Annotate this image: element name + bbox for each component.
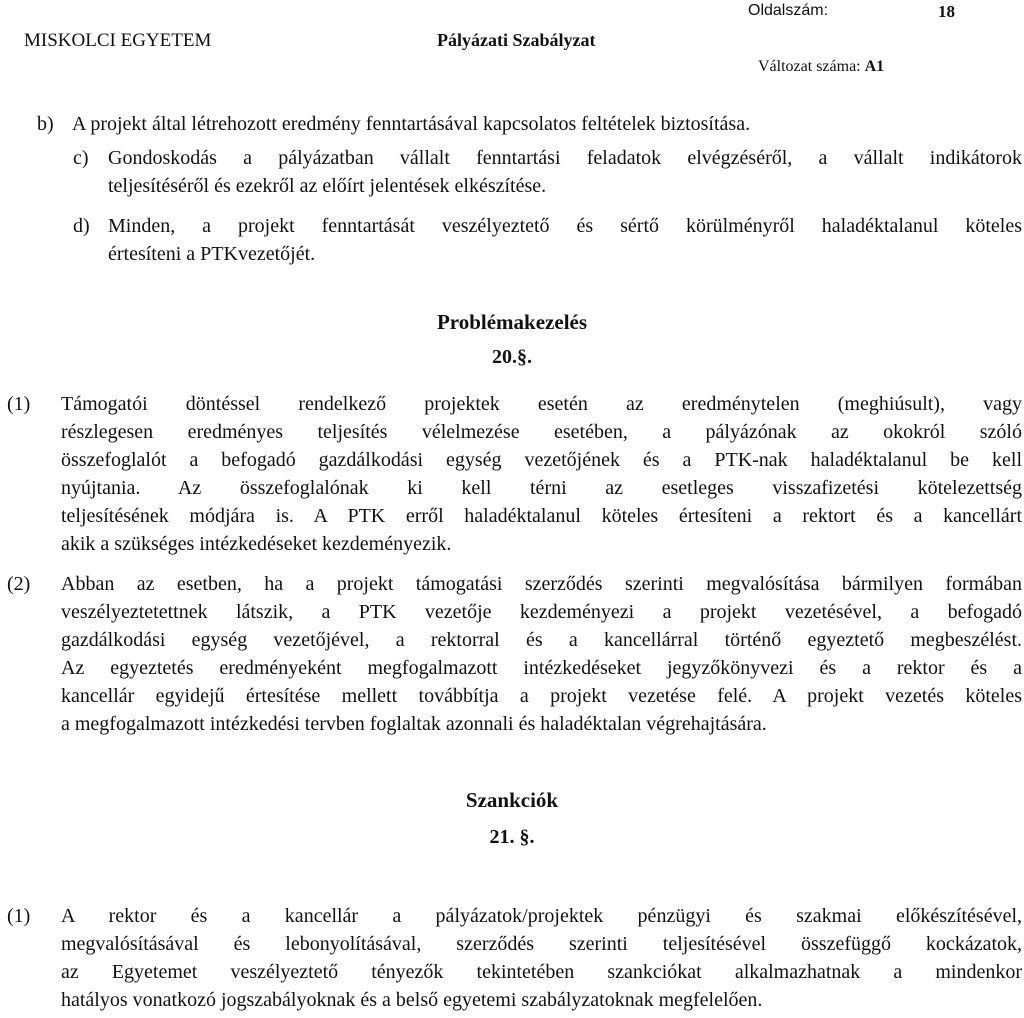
paragraph-line: Az egyeztetés eredményeként megfogalmazott intézkedéseket jegyzőkönyvezi és a rektor és a <box>61 657 1022 679</box>
section-heading: Problémakezelés <box>436 310 588 334</box>
header-document-title: Pályázati Szabályzat <box>437 30 596 50</box>
paragraph-20-1 <box>7 390 1022 558</box>
header-version-label: Változat száma: <box>758 58 861 75</box>
header-version <box>758 58 884 76</box>
header-page-number: 18 <box>938 2 955 21</box>
list-item-marker: d) <box>73 215 90 237</box>
paragraph-line: a megfogalmazott intézkedési tervben foglaltak azonnali és haladéktalan végrehajtására. <box>61 713 767 735</box>
paragraph-line: Abban az esetben, ha a projekt támogatási szerződés szerinti megvalósítása bármilyen formában <box>61 573 1022 595</box>
paragraph-line: összefoglalót a befogadó gazdálkodási egység vezetőjének és a PTK-nak haladéktalanul be kell <box>61 449 1022 471</box>
paragraph-line: teljesítésének módjára is. A PTK erről haladéktalanul köteles értesíteni a rektort és a kancellárt <box>61 505 1022 527</box>
list-item-line: Minden, a projekt fenntartását veszélyeztető és sértő körülményről haladéktalanul köteles <box>108 215 1022 237</box>
header-version-value: A1 <box>864 58 885 75</box>
list-item-line: A projekt által létrehozott eredmény fenntartásával kapcsolatos feltételek biztosítása. <box>72 113 751 135</box>
paragraph-marker: (2) <box>7 573 31 595</box>
section-number: 20.§. <box>492 346 532 368</box>
list-item-b <box>37 110 1022 138</box>
paragraph-line: az Egyetemet veszélyeztető tényezők tekintetében szankciókat alkalmazhatnak a mindenkor <box>61 961 1022 983</box>
section-heading: Szankciók <box>465 788 559 812</box>
list-item-line: Gondoskodás a pályázatban vállalt fenntartási feladatok elvégzéséről, a vállalt indikátorok <box>108 147 1022 169</box>
section-number: 21. §. <box>489 826 535 848</box>
paragraph-line: megvalósításával és lebonyolításával, szerződés szerinti teljesítésével összefüggő kockázatok, <box>61 933 1022 955</box>
paragraph-line: gazdálkodási egység vezetőjével, a rektorral és a kancellárral történő egyeztető megbeszélést. <box>61 629 1022 651</box>
paragraph-line: A rektor és a kancellár a pályázatok/projektek pénzügyi és szakmai előkészítésével, <box>61 905 1022 927</box>
list-item-line: értesíteni a PTKvezetőjét. <box>108 243 316 265</box>
list-item-line: teljesítéséről és ezekről az előírt jelentések elkészítése. <box>108 175 547 197</box>
paragraph-line: hatályos vonatkozó jogszabályoknak és a belső egyetemi szabályzatoknak megfelelően. <box>61 989 763 1011</box>
paragraph-marker: (1) <box>7 905 31 927</box>
paragraph-line: részlegesen eredményes teljesítés vélelmezése esetében, a pályázónak az okokról szóló <box>61 421 1022 443</box>
paragraph-line: akik a szükséges intézkedéseket kezdeményezik. <box>61 533 452 555</box>
list-item-marker: b) <box>37 113 54 135</box>
header-institution: MISKOLCI EGYETEM <box>24 30 212 51</box>
list-item-c <box>73 144 1022 200</box>
paragraph-21-1 <box>7 902 1022 1014</box>
list-item-marker: c) <box>73 147 89 169</box>
list-item-d <box>73 212 1022 268</box>
paragraph-marker: (1) <box>7 393 31 415</box>
paragraph-20-2 <box>7 570 1022 738</box>
paragraph-line: veszélyeztetettnek látszik, a PTK vezetője kezdeményezi a projekt vezetésével, a befogadó <box>61 601 1022 623</box>
paragraph-line: kancellár egyidejű értesítése mellett továbbítja a projekt vezetése felé. A projekt vezetés köteles <box>61 685 1022 707</box>
header-page-label: Oldalszám: <box>748 2 829 19</box>
paragraph-line: nyújtania. Az összefoglalónak ki kell térni az esetleges visszafizetési kötelezettség <box>61 477 1022 499</box>
paragraph-line: Támogatói döntéssel rendelkező projektek esetén az eredménytelen (meghiúsult), vagy <box>61 393 1022 415</box>
